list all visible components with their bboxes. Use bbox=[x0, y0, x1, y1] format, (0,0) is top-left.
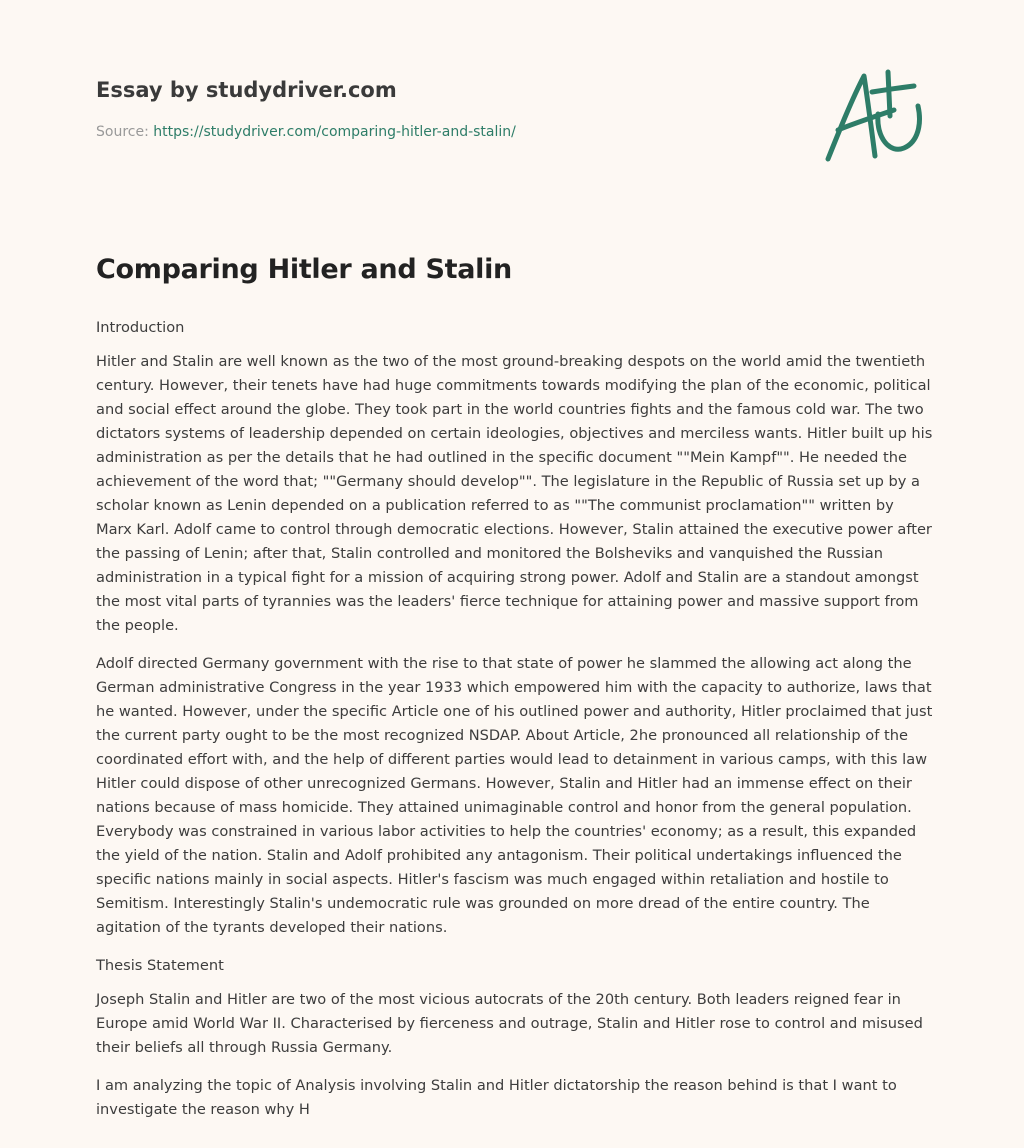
paragraph: Joseph Stalin and Hitler are two of the most vicious autocrats of the 20th century. Both leaders reigned fear in Europe amid World War II. Characterised by fierceness and outrage, Stalin and Hitler rose to control and misused their beliefs all through Russia Germany. bbox=[96, 991, 923, 1056]
paragraph: I am analyzing the topic of Analysis involving Stalin and Hitler dictatorship the reason behind is that I want to investigate the reason why H bbox=[96, 1077, 897, 1118]
a-plus-logo-icon bbox=[818, 64, 930, 168]
section-heading: Thesis Statement bbox=[96, 957, 224, 974]
essay-title: Comparing Hitler and Stalin bbox=[96, 254, 512, 285]
paragraph: Hitler and Stalin are well known as the two of the most ground-breaking despots on the world amid the twentieth century. However, their tenets have had huge commitments towards modifying the plan of the economic, political and social effect around the globe. They took part in the world countries fights and the famous cold war. The two dictators systems of leadership depended on certain ideologies, objectives and merciless wants. Hitler built up his administration as per the details that he had outlined in the specific document ""Mein Kampf"". He needed the achievement of the word that; ""Germany should develop"". The legislature in the Republic of Russia set up by a scholar known as Lenin depended on a publication referred to as ""The communist proclamation"" written by Marx Karl. Adolf came to control through democratic elections. However, Stalin attained the executive power after the passing of Lenin; after that, Stalin controlled and monitored the Bolsheviks and vanquished the Russian administration in a typical fight for a mission of acquiring strong power. Adolf and Stalin are a standout amongst the most vital parts of tyrannies was the leaders' fierce technique for attaining power and massive support from the people. bbox=[96, 353, 933, 634]
brand-title: Essay by studydriver.com bbox=[96, 78, 397, 102]
essay-body bbox=[96, 316, 934, 1136]
source-line bbox=[96, 124, 516, 140]
site-header bbox=[96, 76, 397, 104]
source-label: Source: bbox=[96, 124, 149, 140]
paragraph: Adolf directed Germany government with the rise to that state of power he slammed the allowing act along the German administrative Congress in the year 1933 which empowered him with the capacity to authorize, laws that he wanted. However, under the specific Article one of his outlined power and authority, Hitler proclaimed that just the current party ought to be the most recognized NSDAP. About Article, 2he pronounced all relationship of the coordinated effort with, and the help of different parties would lead to detainment in various camps, with this law Hitler could dispose of other unrecognized Germans. However, Stalin and Hitler had an immense effect on their nations because of mass homicide. They attained unimaginable control and honor from the general population. Everybody was constrained in various labor activities to help the countries' economy; as a result, this expanded the yield of the nation. Stalin and Adolf prohibited any antagonism. Their political undertakings influenced the specific nations mainly in social aspects. Hitler's fascism was much engaged within retaliation and hostile to Semitism. Interestingly Stalin's undemocratic rule was grounded on more dread of the entire country. The agitation of the tyrants developed their nations. bbox=[96, 655, 933, 936]
section-heading: Introduction bbox=[96, 319, 185, 336]
source-link[interactable]: https://studydriver.com/comparing-hitler-and-stalin/ bbox=[153, 124, 516, 140]
